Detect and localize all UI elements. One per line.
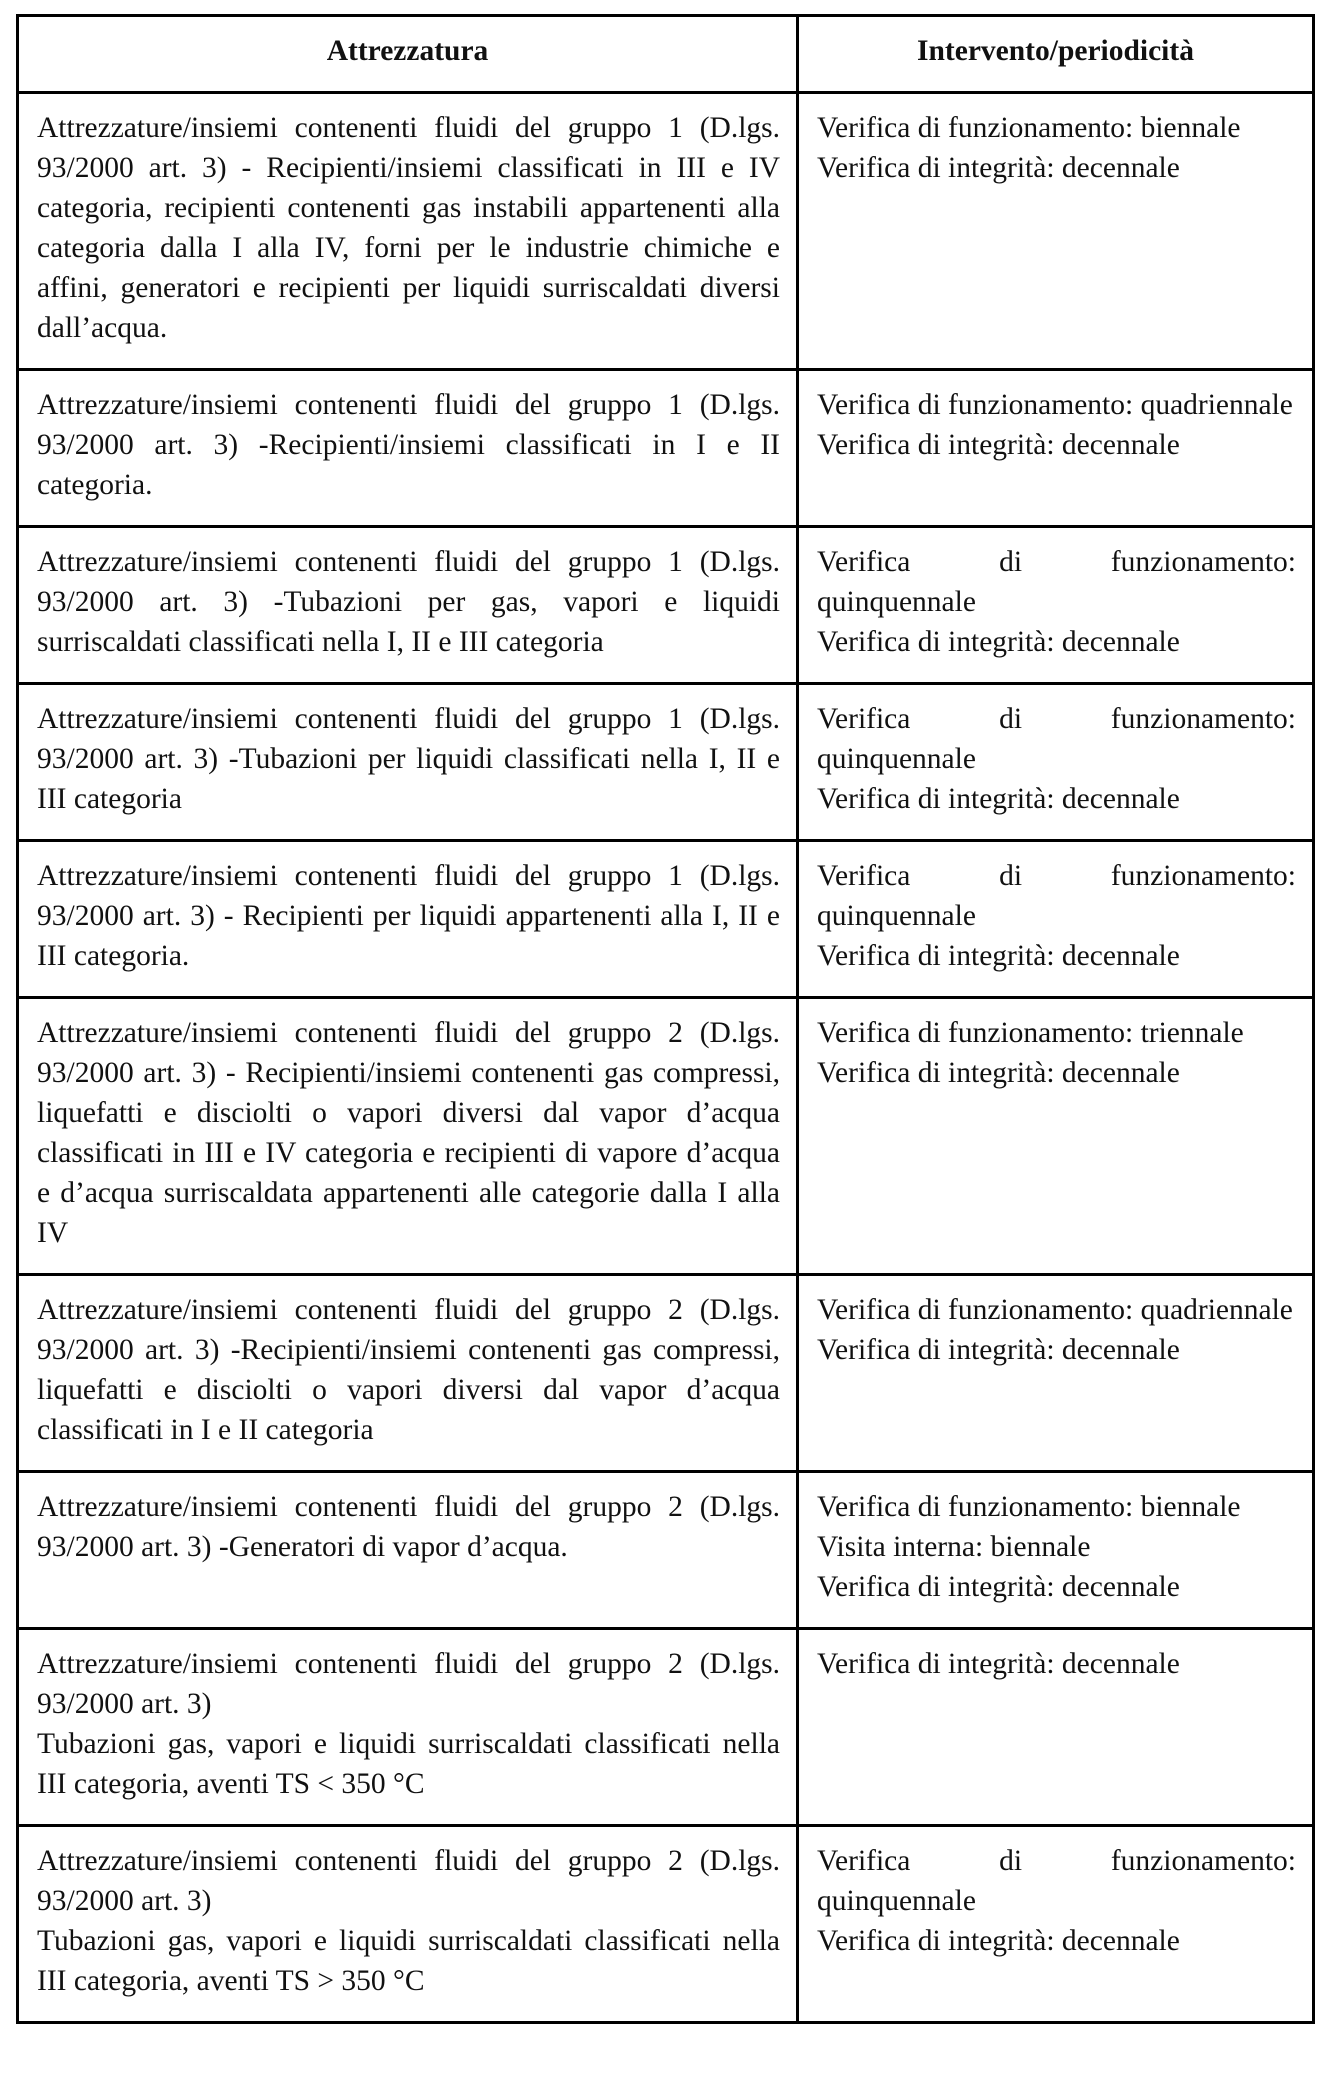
intervento-line: Verifica di integrità: decennale xyxy=(817,152,1180,184)
table-row xyxy=(18,93,1314,370)
header-attrezzatura: Attrezzatura xyxy=(18,16,798,93)
table-row xyxy=(18,684,1314,841)
cell-intervento xyxy=(798,1275,1314,1472)
table-row xyxy=(18,1275,1314,1472)
table-row xyxy=(18,841,1314,998)
table-row xyxy=(18,370,1314,527)
intervento-line: Visita interna: biennale xyxy=(817,1531,1091,1563)
intervento-line: Verifica di integrità: decennale xyxy=(817,940,1180,972)
table-body xyxy=(18,93,1314,2023)
intervento-line: Verifica di funzionamento: biennale xyxy=(817,112,1241,144)
header-intervento: Intervento/periodicità xyxy=(798,16,1314,93)
intervento-line: Verifica di funzionamento: quinquennale xyxy=(817,546,1296,618)
cell-attrezzatura: Attrezzature/insiemi contenenti fluidi del gruppo 1 (D.lgs. 93/2000 art. 3) - Recipienti/insiemi classificati in III e IV categoria, recipienti contenenti gas instabili appartenenti alla categoria dalla I alla IV, forni per le industrie chimiche e affini, generatori e recipienti per liquidi surriscaldati diversi dall’acqua. xyxy=(18,93,798,370)
table-row xyxy=(18,1629,1314,1826)
cell-intervento xyxy=(798,998,1314,1275)
intervento-line: Verifica di funzionamento: quinquennale xyxy=(817,860,1296,932)
intervento-line: Verifica di integrità: decennale xyxy=(817,1057,1180,1089)
intervento-line: Verifica di funzionamento: quadriennale xyxy=(817,1294,1293,1326)
intervento-line: Verifica di integrità: decennale xyxy=(817,783,1180,815)
intervento-line: Verifica di funzionamento: quadriennale xyxy=(817,389,1293,421)
cell-intervento xyxy=(798,527,1314,684)
intervento-line: Verifica di integrità: decennale xyxy=(817,429,1180,461)
cell-attrezzatura: Attrezzature/insiemi contenenti fluidi del gruppo 2 (D.lgs. 93/2000 art. 3) - Recipienti/insiemi contenenti gas compressi, liquefatti e disciolti o vapori diversi dal vapor d’acqua classificati in III e IV categoria e recipienti di vapore d’acqua e d’acqua surriscaldata appartenenti alle categorie dalla I alla IV xyxy=(18,998,798,1275)
intervento-line: Verifica di integrità: decennale xyxy=(817,1571,1180,1603)
cell-attrezzatura: Attrezzature/insiemi contenenti fluidi del gruppo 2 (D.lgs. 93/2000 art. 3) Tubazioni gas, vapori e liquidi surriscaldati classificati nella III categoria, aventi TS < 350 °C xyxy=(18,1629,798,1826)
intervento-line: Verifica di integrità: decennale xyxy=(817,1648,1180,1680)
cell-attrezzatura: Attrezzature/insiemi contenenti fluidi del gruppo 1 (D.lgs. 93/2000 art. 3) -Tubazioni per liquidi classificati nella I, II e III categoria xyxy=(18,684,798,841)
table-row xyxy=(18,1472,1314,1629)
cell-attrezzatura: Attrezzature/insiemi contenenti fluidi del gruppo 2 (D.lgs. 93/2000 art. 3) -Recipienti/insiemi contenenti gas compressi, liquefatti e disciolti o vapori diversi dal vapor d’acqua classificati in I e II categoria xyxy=(18,1275,798,1472)
cell-attrezzatura: Attrezzature/insiemi contenenti fluidi del gruppo 1 (D.lgs. 93/2000 art. 3) - Recipienti per liquidi appartenenti alla I, II e III categoria. xyxy=(18,841,798,998)
cell-intervento xyxy=(798,370,1314,527)
cell-attrezzatura: Attrezzature/insiemi contenenti fluidi del gruppo 2 (D.lgs. 93/2000 art. 3) -Generatori di vapor d’acqua. xyxy=(18,1472,798,1629)
cell-intervento xyxy=(798,1629,1314,1826)
intervento-line: Verifica di funzionamento: triennale xyxy=(817,1017,1244,1049)
cell-intervento xyxy=(798,841,1314,998)
intervento-line: Verifica di funzionamento: biennale xyxy=(817,1491,1241,1523)
cell-attrezzatura: Attrezzature/insiemi contenenti fluidi del gruppo 1 (D.lgs. 93/2000 art. 3) -Tubazioni per gas, vapori e liquidi surriscaldati classificati nella I, II e III categoria xyxy=(18,527,798,684)
table-header-row xyxy=(18,16,1314,93)
intervento-line: Verifica di funzionamento: quinquennale xyxy=(817,1845,1296,1917)
cell-intervento xyxy=(798,1826,1314,2023)
verification-table xyxy=(16,14,1315,2024)
table-row xyxy=(18,998,1314,1275)
document-page xyxy=(16,14,1312,2024)
cell-intervento xyxy=(798,684,1314,841)
cell-intervento xyxy=(798,1472,1314,1629)
intervento-line: Verifica di integrità: decennale xyxy=(817,1334,1180,1366)
intervento-line: Verifica di integrità: decennale xyxy=(817,626,1180,658)
cell-attrezzatura: Attrezzature/insiemi contenenti fluidi del gruppo 2 (D.lgs. 93/2000 art. 3) Tubazioni gas, vapori e liquidi surriscaldati classificati nella III categoria, aventi TS > 350 °C xyxy=(18,1826,798,2023)
cell-intervento xyxy=(798,93,1314,370)
cell-attrezzatura: Attrezzature/insiemi contenenti fluidi del gruppo 1 (D.lgs. 93/2000 art. 3) -Recipienti/insiemi classificati in I e II categoria. xyxy=(18,370,798,527)
intervento-line: Verifica di integrità: decennale xyxy=(817,1925,1180,1957)
intervento-line: Verifica di funzionamento: quinquennale xyxy=(817,703,1296,775)
table-row xyxy=(18,527,1314,684)
table-row xyxy=(18,1826,1314,2023)
